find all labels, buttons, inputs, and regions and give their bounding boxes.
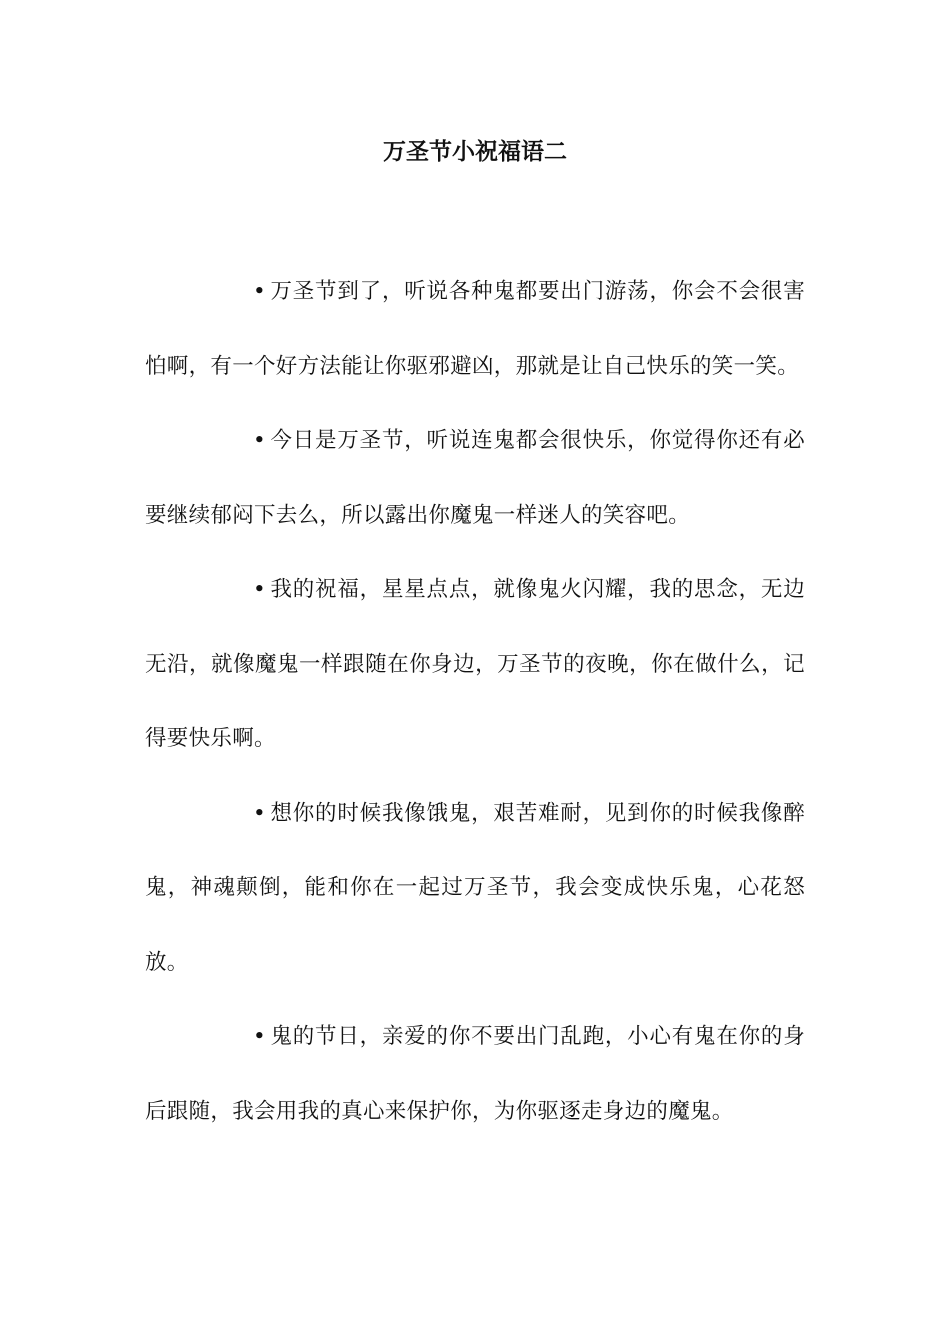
paragraph-2 xyxy=(145,404,805,553)
paragraph-5 xyxy=(145,1000,805,1149)
paragraph-text: 鬼的节日，亲爱的你不要出门乱跑，小心有鬼在你的身后跟随，我会用我的真心来保护你，为你驱逐走身边的魔鬼。 xyxy=(145,1024,805,1124)
document-body xyxy=(145,255,805,1149)
paragraph-1 xyxy=(145,255,805,404)
paragraph-3 xyxy=(145,553,805,777)
bullet-marker: • xyxy=(253,428,266,453)
paragraph-text: 今日是万圣节，听说连鬼都会很快乐，你觉得你还有必要继续郁闷下去么，所以露出你魔鬼一样迷人的笑容吧。 xyxy=(145,428,805,528)
bullet-marker: • xyxy=(253,800,266,826)
paragraph-text: 想你的时候我像饿鬼，艰苦难耐，见到你的时候我像醉鬼，神魂颠倒，能和你在一起过万圣节，我会变成快乐鬼，心花怒放。 xyxy=(145,800,805,975)
paragraph-text: 万圣节到了，听说各种鬼都要出门游荡，你会不会很害怕啊，有一个好方法能让你驱邪避凶，那就是让自己快乐的笑一笑。 xyxy=(145,279,805,379)
bullet-marker: • xyxy=(253,279,266,304)
bullet-marker: • xyxy=(253,577,266,602)
paragraph-4 xyxy=(145,777,805,1001)
paragraph-text: 我的祝福，星星点点，就像鬼火闪耀，我的思念，无边无沿，就像魔鬼一样跟随在你身边，万圣节的夜晚，你在做什么，记得要快乐啊。 xyxy=(145,577,805,751)
bullet-marker: • xyxy=(253,1024,266,1049)
page-title: 万圣节小祝福语二 xyxy=(383,138,567,165)
